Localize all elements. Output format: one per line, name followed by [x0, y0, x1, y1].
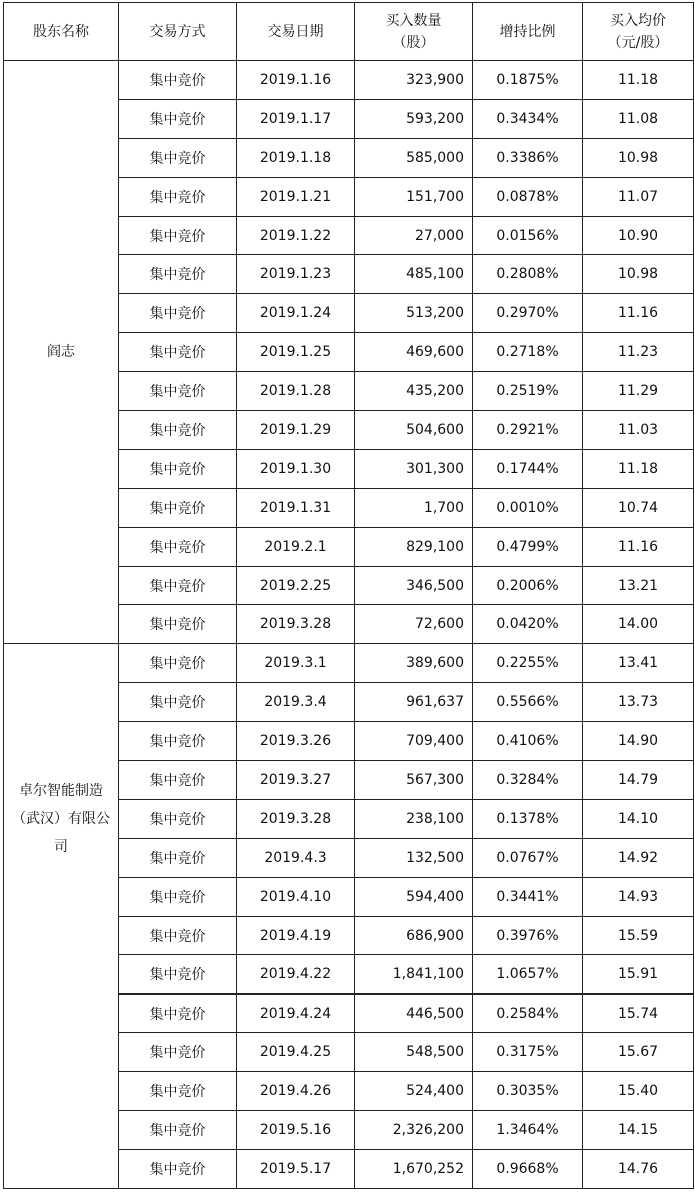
shareholder-name-cell — [4, 994, 119, 1188]
date-cell: 2019.5.17 — [237, 1149, 355, 1188]
quantity-cell: 346,500 — [355, 566, 473, 605]
method-cell: 集中竞价 — [119, 1111, 237, 1150]
date-cell: 2019.5.16 — [237, 1111, 355, 1150]
ratio-cell: 0.1744% — [473, 449, 583, 488]
price-cell: 14.92 — [583, 838, 694, 877]
price-cell: 11.18 — [583, 61, 694, 100]
quantity-cell: 301,300 — [355, 449, 473, 488]
date-cell: 2019.3.4 — [237, 683, 355, 722]
method-cell: 集中竞价 — [119, 955, 237, 994]
shareholder-name-cell: 阎志 — [4, 61, 119, 644]
header-price-line1: 买入均价 — [610, 12, 666, 29]
ratio-cell: 0.2519% — [473, 372, 583, 411]
quantity-cell: 1,670,252 — [355, 1149, 473, 1188]
quantity-cell: 504,600 — [355, 411, 473, 450]
quantity-cell: 594,400 — [355, 877, 473, 916]
method-cell: 集中竞价 — [119, 1033, 237, 1072]
date-cell: 2019.4.10 — [237, 877, 355, 916]
price-cell: 15.91 — [583, 955, 694, 994]
ratio-cell: 0.3434% — [473, 99, 583, 138]
quantity-cell: 323,900 — [355, 61, 473, 100]
date-cell: 2019.4.24 — [237, 994, 355, 1033]
quantity-cell: 709,400 — [355, 722, 473, 761]
method-cell: 集中竞价 — [119, 255, 237, 294]
quantity-cell: 485,100 — [355, 255, 473, 294]
quantity-cell: 686,900 — [355, 916, 473, 955]
date-cell: 2019.3.1 — [237, 644, 355, 683]
header-price-line2: （元/股） — [607, 34, 669, 51]
header-ratio: 增持比例 — [473, 3, 583, 61]
price-cell: 10.74 — [583, 488, 694, 527]
date-cell: 2019.1.25 — [237, 333, 355, 372]
ratio-cell: 0.3175% — [473, 1033, 583, 1072]
ratio-cell: 0.4799% — [473, 527, 583, 566]
quantity-cell: 389,600 — [355, 644, 473, 683]
price-cell: 14.00 — [583, 605, 694, 644]
header-row — [4, 3, 694, 61]
date-cell: 2019.4.3 — [237, 838, 355, 877]
price-cell: 14.76 — [583, 1149, 694, 1188]
header-shareholder: 股东名称 — [4, 3, 119, 61]
quantity-cell: 961,637 — [355, 683, 473, 722]
table-row — [4, 61, 694, 100]
ratio-cell: 0.3035% — [473, 1072, 583, 1111]
date-cell: 2019.2.1 — [237, 527, 355, 566]
date-cell: 2019.1.24 — [237, 294, 355, 333]
method-cell: 集中竞价 — [119, 799, 237, 838]
price-cell: 11.16 — [583, 294, 694, 333]
date-cell: 2019.1.17 — [237, 99, 355, 138]
ratio-cell: 0.1875% — [473, 61, 583, 100]
ratio-cell: 0.5566% — [473, 683, 583, 722]
ratio-cell: 1.3464% — [473, 1111, 583, 1150]
price-cell: 13.41 — [583, 644, 694, 683]
quantity-cell: 238,100 — [355, 799, 473, 838]
quantity-cell: 27,000 — [355, 216, 473, 255]
method-cell: 集中竞价 — [119, 605, 237, 644]
price-cell: 15.74 — [583, 994, 694, 1033]
method-cell: 集中竞价 — [119, 294, 237, 333]
method-cell: 集中竞价 — [119, 877, 237, 916]
price-cell: 14.90 — [583, 722, 694, 761]
price-cell: 13.73 — [583, 683, 694, 722]
price-cell: 11.03 — [583, 411, 694, 450]
shareholding-table — [3, 2, 694, 1189]
date-cell: 2019.3.28 — [237, 605, 355, 644]
price-cell: 15.67 — [583, 1033, 694, 1072]
ratio-cell: 0.0010% — [473, 488, 583, 527]
quantity-cell: 2,326,200 — [355, 1111, 473, 1150]
ratio-cell: 0.3441% — [473, 877, 583, 916]
method-cell: 集中竞价 — [119, 449, 237, 488]
date-cell: 2019.4.22 — [237, 955, 355, 994]
price-cell: 14.10 — [583, 799, 694, 838]
method-cell: 集中竞价 — [119, 138, 237, 177]
price-cell: 13.21 — [583, 566, 694, 605]
price-cell: 11.23 — [583, 333, 694, 372]
date-cell: 2019.1.29 — [237, 411, 355, 450]
date-cell: 2019.3.28 — [237, 799, 355, 838]
price-cell: 10.90 — [583, 216, 694, 255]
ratio-cell: 0.3976% — [473, 916, 583, 955]
date-cell: 2019.1.22 — [237, 216, 355, 255]
ratio-cell: 0.2921% — [473, 411, 583, 450]
ratio-cell: 0.2970% — [473, 294, 583, 333]
ratio-cell: 0.2006% — [473, 566, 583, 605]
price-cell: 10.98 — [583, 138, 694, 177]
price-cell: 14.93 — [583, 877, 694, 916]
quantity-cell: 593,200 — [355, 99, 473, 138]
table-row — [4, 644, 694, 683]
ratio-cell: 0.0420% — [473, 605, 583, 644]
date-cell: 2019.3.26 — [237, 722, 355, 761]
ratio-cell: 0.4106% — [473, 722, 583, 761]
quantity-cell: 513,200 — [355, 294, 473, 333]
ratio-cell: 0.0767% — [473, 838, 583, 877]
ratio-cell: 0.3284% — [473, 761, 583, 800]
method-cell: 集中竞价 — [119, 99, 237, 138]
method-cell: 集中竞价 — [119, 333, 237, 372]
quantity-cell: 829,100 — [355, 527, 473, 566]
quantity-cell: 548,500 — [355, 1033, 473, 1072]
method-cell: 集中竞价 — [119, 411, 237, 450]
method-cell: 集中竞价 — [119, 994, 237, 1033]
method-cell: 集中竞价 — [119, 1149, 237, 1188]
shareholder-name-cell: 卓尔智能制造（武汉）有限公司 — [4, 644, 119, 994]
method-cell: 集中竞价 — [119, 488, 237, 527]
quantity-cell: 72,600 — [355, 605, 473, 644]
price-cell: 11.18 — [583, 449, 694, 488]
header-quantity-line1: 买入数量 — [385, 12, 442, 29]
table-body — [4, 61, 694, 1189]
ratio-cell: 0.0878% — [473, 177, 583, 216]
ratio-cell: 0.2255% — [473, 644, 583, 683]
header-price — [583, 3, 694, 61]
ratio-cell: 0.2808% — [473, 255, 583, 294]
ratio-cell: 1.0657% — [473, 955, 583, 994]
price-cell: 11.29 — [583, 372, 694, 411]
method-cell: 集中竞价 — [119, 1072, 237, 1111]
ratio-cell: 0.0156% — [473, 216, 583, 255]
method-cell: 集中竞价 — [119, 683, 237, 722]
date-cell: 2019.1.30 — [237, 449, 355, 488]
quantity-cell: 132,500 — [355, 838, 473, 877]
price-cell: 11.16 — [583, 527, 694, 566]
method-cell: 集中竞价 — [119, 61, 237, 100]
price-cell: 15.40 — [583, 1072, 694, 1111]
quantity-cell: 446,500 — [355, 994, 473, 1033]
ratio-cell: 0.2584% — [473, 994, 583, 1033]
date-cell: 2019.4.19 — [237, 916, 355, 955]
ratio-cell: 0.9668% — [473, 1149, 583, 1188]
quantity-cell: 151,700 — [355, 177, 473, 216]
price-cell: 10.98 — [583, 255, 694, 294]
date-cell: 2019.1.21 — [237, 177, 355, 216]
method-cell: 集中竞价 — [119, 372, 237, 411]
date-cell: 2019.1.28 — [237, 372, 355, 411]
date-cell: 2019.2.25 — [237, 566, 355, 605]
header-quantity — [355, 3, 473, 61]
ratio-cell: 0.1378% — [473, 799, 583, 838]
method-cell: 集中竞价 — [119, 527, 237, 566]
quantity-cell: 1,841,100 — [355, 955, 473, 994]
quantity-cell: 469,600 — [355, 333, 473, 372]
method-cell: 集中竞价 — [119, 916, 237, 955]
quantity-cell: 435,200 — [355, 372, 473, 411]
date-cell: 2019.1.16 — [237, 61, 355, 100]
method-cell: 集中竞价 — [119, 216, 237, 255]
quantity-cell: 585,000 — [355, 138, 473, 177]
date-cell: 2019.1.31 — [237, 488, 355, 527]
date-cell: 2019.1.18 — [237, 138, 355, 177]
table-row — [4, 994, 694, 1033]
date-cell: 2019.3.27 — [237, 761, 355, 800]
header-quantity-line2: （股） — [392, 34, 435, 51]
method-cell: 集中竞价 — [119, 644, 237, 683]
method-cell: 集中竞价 — [119, 722, 237, 761]
header-method: 交易方式 — [119, 3, 237, 61]
date-cell: 2019.1.23 — [237, 255, 355, 294]
price-cell: 11.07 — [583, 177, 694, 216]
method-cell: 集中竞价 — [119, 761, 237, 800]
quantity-cell: 524,400 — [355, 1072, 473, 1111]
quantity-cell: 1,700 — [355, 488, 473, 527]
ratio-cell: 0.2718% — [473, 333, 583, 372]
date-cell: 2019.4.25 — [237, 1033, 355, 1072]
method-cell: 集中竞价 — [119, 566, 237, 605]
header-date: 交易日期 — [237, 3, 355, 61]
quantity-cell: 567,300 — [355, 761, 473, 800]
price-cell: 11.08 — [583, 99, 694, 138]
price-cell: 15.59 — [583, 916, 694, 955]
price-cell: 14.79 — [583, 761, 694, 800]
method-cell: 集中竞价 — [119, 838, 237, 877]
price-cell: 14.15 — [583, 1111, 694, 1150]
method-cell: 集中竞价 — [119, 177, 237, 216]
date-cell: 2019.4.26 — [237, 1072, 355, 1111]
ratio-cell: 0.3386% — [473, 138, 583, 177]
